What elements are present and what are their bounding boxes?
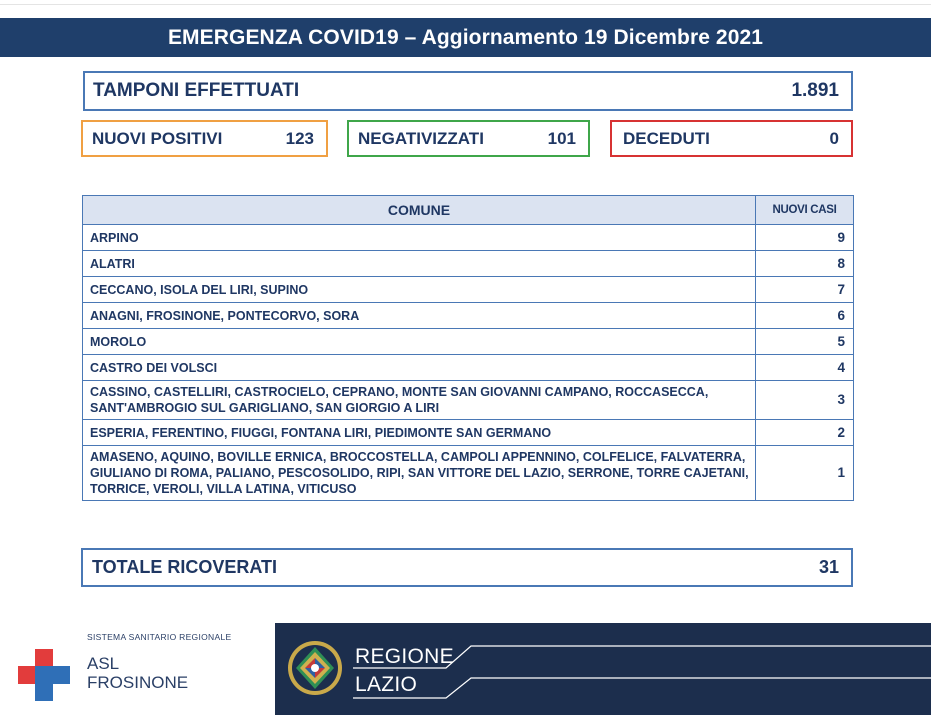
- top-divider: [0, 0, 931, 5]
- cases-cell: 7: [756, 277, 854, 303]
- asl-cross-logo-icon: [18, 649, 70, 701]
- cases-cell: 3: [756, 381, 854, 420]
- page-title-bar: [0, 18, 931, 57]
- cases-cell: 2: [756, 420, 854, 446]
- deceduti-value: 0: [829, 128, 839, 148]
- negativizzati-box: [347, 120, 590, 157]
- comune-cell: ANAGNI, FROSINONE, PONTECORVO, SORA: [83, 303, 756, 329]
- negativizzati-label: NEGATIVIZZATI: [358, 128, 484, 148]
- nuovi-positivi-value: 123: [285, 128, 314, 148]
- tamponi-box: [83, 71, 853, 111]
- asl-system-label: SISTEMA SANITARIO REGIONALE: [87, 632, 232, 642]
- tamponi-value: 1.891: [791, 80, 839, 101]
- comune-cell: CECCANO, ISOLA DEL LIRI, SUPINO: [83, 277, 756, 303]
- totale-ricoverati-box: [81, 548, 853, 587]
- comune-cell: ARPINO: [83, 225, 756, 251]
- tamponi-label: TAMPONI EFFETTUATI: [93, 80, 300, 101]
- cases-cell: 4: [756, 355, 854, 381]
- cases-cell: 6: [756, 303, 854, 329]
- lazio-label: LAZIO: [355, 673, 418, 696]
- nuovi-positivi-box: [81, 120, 328, 157]
- table-row: [83, 420, 854, 446]
- table-row: [83, 251, 854, 277]
- table-row: [83, 303, 854, 329]
- table-header-row: [83, 196, 854, 225]
- nuovi-casi-column-header: NUOVI CASI: [756, 196, 854, 225]
- cases-cell: 9: [756, 225, 854, 251]
- cases-cell: 5: [756, 329, 854, 355]
- table-row: [83, 225, 854, 251]
- totale-ricoverati-label: TOTALE RICOVERATI: [92, 557, 278, 577]
- cases-cell: 8: [756, 251, 854, 277]
- comune-column-header: COMUNE: [83, 196, 756, 225]
- comune-cell: CASTRO DEI VOLSCI: [83, 355, 756, 381]
- table-row: [83, 277, 854, 303]
- asl-name-line2: FROSINONE: [87, 673, 189, 692]
- comune-cell: ALATRI: [83, 251, 756, 277]
- comune-cell: AMASENO, AQUINO, BOVILLE ERNICA, BROCCOSTELLA, CAMPOLI APPENNINO, COLFELICE, FALVATERRA, GIULIANO DI ROMA, PALIANO, PESCOSOLIDO, RIPI, SAN VITTORE DEL LAZIO, SERRONE, TORRE CAJETANI, TORRICE, VEROLI, VILLA LATINA, VITICUSO: [83, 446, 756, 501]
- regione-label: REGIONE: [355, 645, 454, 668]
- asl-name: [87, 654, 188, 692]
- asl-name-line1: ASL: [87, 654, 120, 673]
- deceduti-box: [610, 120, 853, 157]
- totale-ricoverati-value: 31: [818, 557, 839, 577]
- regione-lazio-banner: [275, 623, 931, 715]
- page-title: EMERGENZA COVID19 – Aggiornamento 19 Dicembre 2021: [167, 25, 764, 49]
- cases-by-comune-table: [82, 195, 854, 501]
- table-row: [83, 329, 854, 355]
- comune-cell: CASSINO, CASTELLIRI, CASTROCIELO, CEPRANO, MONTE SAN GIOVANNI CAMPANO, ROCCASECCA, SANT'AMBROGIO SUL GARIGLIANO, SAN GIORGIO A LIRI: [83, 381, 756, 420]
- lazio-emblem-icon: [287, 640, 343, 696]
- deceduti-label: DECEDUTI: [623, 128, 710, 148]
- table-row: [83, 381, 854, 420]
- negativizzati-value: 101: [547, 128, 576, 148]
- table-row: [83, 446, 854, 501]
- comune-cell: MOROLO: [83, 329, 756, 355]
- comune-cell: ESPERIA, FERENTINO, FIUGGI, FONTANA LIRI, PIEDIMONTE SAN GERMANO: [83, 420, 756, 446]
- nuovi-positivi-label: NUOVI POSITIVI: [92, 128, 223, 148]
- cases-cell: 1: [756, 446, 854, 501]
- table-row: [83, 355, 854, 381]
